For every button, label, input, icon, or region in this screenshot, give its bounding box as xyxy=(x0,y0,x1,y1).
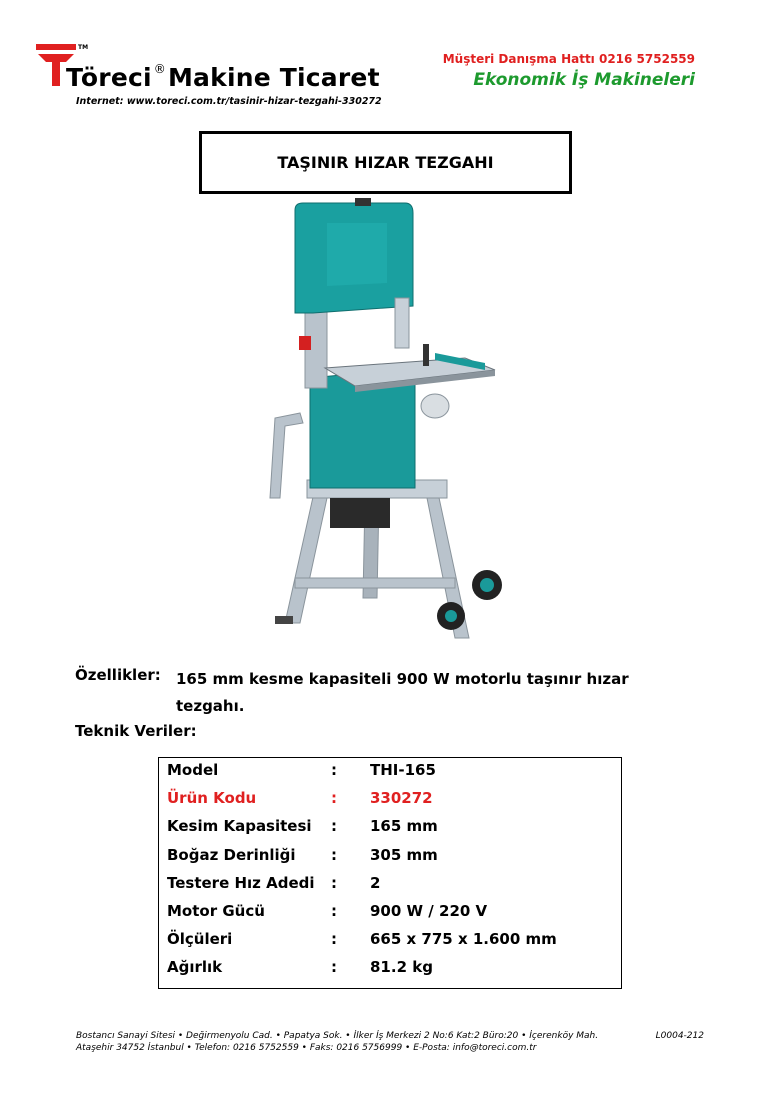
spec-value: 81.2 kg xyxy=(370,958,433,976)
brand-name: Töreci xyxy=(66,63,152,92)
features-text: 165 mm kesme kapasiteli 900 W motorlu taşınır hızar tezgahı. xyxy=(176,670,629,715)
spec-separator: : xyxy=(331,761,337,779)
spec-separator: : xyxy=(331,874,337,892)
spec-separator: : xyxy=(331,846,337,864)
spec-value: 900 W / 220 V xyxy=(370,902,488,920)
spec-row-saw-speeds xyxy=(159,874,621,902)
features-label: Özellikler: xyxy=(75,666,161,684)
footer-address-line-1: Bostancı Sanayi Sitesi • Değirmenyolu Cad. • Papatya Sok. • İlker İş Merkezi 2 No:6 Kat:2 Büro:20 • İçerenköy Mah. xyxy=(76,1031,599,1041)
spec-value: 165 mm xyxy=(370,817,438,835)
company-name xyxy=(66,63,380,92)
spec-value: 305 mm xyxy=(370,846,438,864)
spec-key: Boğaz Derinliği xyxy=(167,846,296,864)
spec-key: Motor Gücü xyxy=(167,902,265,920)
spec-separator: : xyxy=(331,789,337,807)
website-url[interactable]: Internet: www.toreci.com.tr/tasinir-hizar-tezgahi-330272 xyxy=(76,96,382,107)
spec-value: 330272 xyxy=(370,789,433,807)
spec-key: Ürün Kodu xyxy=(167,789,257,807)
bandsaw-product-image xyxy=(255,198,535,643)
spec-value: THI-165 xyxy=(370,761,436,779)
spec-key: Ölçüleri xyxy=(167,930,233,948)
spec-row-dimensions xyxy=(159,930,621,958)
spec-row-product-code xyxy=(159,789,621,817)
spec-value: 665 x 775 x 1.600 mm xyxy=(370,930,557,948)
spec-row-weight xyxy=(159,958,621,986)
spec-row-motor-power xyxy=(159,902,621,930)
spec-row-throat-depth xyxy=(159,846,621,874)
spec-key: Testere Hız Adedi xyxy=(167,874,315,892)
spec-separator: : xyxy=(331,817,337,835)
trademark-mark: TM xyxy=(78,44,89,51)
product-title: TAŞINIR HIZAR TEZGAHI xyxy=(277,153,494,172)
spec-key: Model xyxy=(167,761,219,779)
technical-data-label: Teknik Veriler: xyxy=(75,722,197,740)
brand-suffix: Makine Ticaret xyxy=(167,63,380,92)
spec-row-model xyxy=(159,761,621,789)
spec-separator: : xyxy=(331,958,337,976)
spec-key: Kesim Kapasitesi xyxy=(167,817,312,835)
registered-mark: ® xyxy=(153,61,166,76)
product-title-box xyxy=(199,131,572,194)
document-id: L0004-212 xyxy=(655,1031,704,1041)
spec-separator: : xyxy=(331,902,337,920)
spec-value: 2 xyxy=(370,874,381,892)
technical-specs-table xyxy=(158,757,622,989)
spec-row-cutting-capacity xyxy=(159,817,621,845)
company-slogan: Ekonomik İş Makineleri xyxy=(473,70,695,90)
customer-hotline: Müşteri Danışma Hattı 0216 5752559 xyxy=(442,52,695,66)
footer-address-line-2: Ataşehir 34752 İstanbul • Telefon: 0216 5752559 • Faks: 0216 5756999 • E-Posta: info@toreci.com.tr xyxy=(76,1043,537,1053)
spec-separator: : xyxy=(331,930,337,948)
spec-key: Ağırlık xyxy=(167,958,223,976)
